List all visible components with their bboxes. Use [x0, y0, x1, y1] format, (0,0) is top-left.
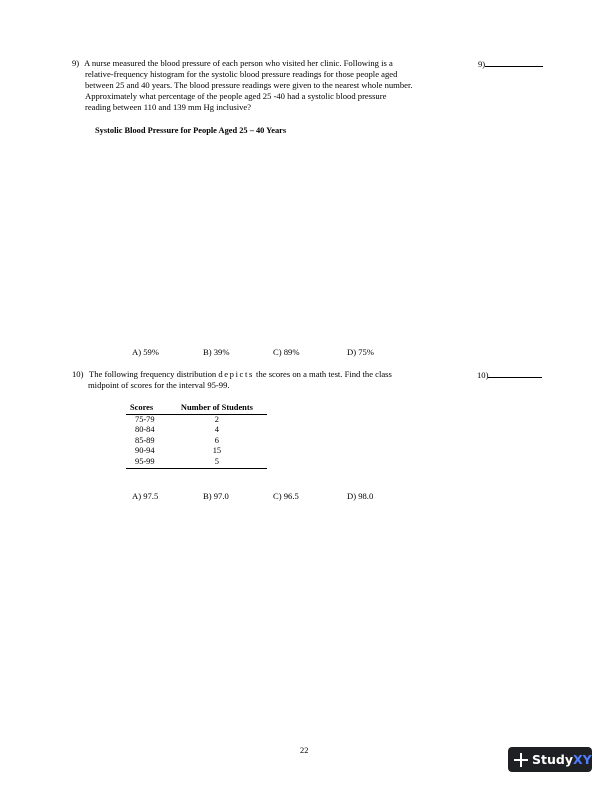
table-cell-count: 6	[214, 435, 219, 445]
page-number: 22	[300, 746, 309, 755]
question-9-choices	[0, 347, 612, 358]
table-row	[126, 446, 267, 457]
answer-line	[485, 58, 543, 67]
frequency-table	[126, 403, 267, 469]
table-cell-score: 75-79	[135, 414, 155, 424]
question-10-line: midpoint of scores for the interval 95-99.	[88, 380, 230, 390]
column-header-students: Number of Students	[167, 403, 267, 414]
table-row	[126, 436, 267, 447]
chart-title: Systolic Blood Pressure for People Aged 25 – 40 Years	[95, 126, 287, 135]
text-run-spaced: depicts	[218, 369, 254, 379]
question-9-line: A nurse measured the blood pressure of each person who visited her clinic. Following is a	[84, 58, 393, 68]
table-cell-score: 95-99	[126, 457, 167, 469]
table-header-row	[126, 403, 267, 414]
question-9-line: relative-frequency histogram for the systolic blood pressure readings for those people aged	[85, 69, 398, 79]
choice-a[interactable]: A) 97.5	[132, 491, 159, 501]
answer-label: 10)	[477, 370, 489, 380]
table-cell-count: 4	[214, 425, 219, 434]
answer-line	[488, 369, 542, 378]
column-header-scores: Scores	[126, 403, 167, 414]
table-cell-score: 80-84	[135, 425, 155, 434]
table-cell-count: 15	[212, 446, 222, 455]
table-cell-score: 90-94	[135, 446, 155, 455]
question-10-number: 10)	[72, 369, 84, 379]
badge-text-main: Study	[532, 752, 573, 767]
table-cell-score: 85-89	[135, 435, 155, 445]
question-10-line	[89, 369, 468, 380]
question-9-text	[85, 58, 485, 113]
badge-text-accent: XY	[572, 752, 592, 767]
text-run: The following frequency distribution	[89, 369, 219, 379]
choice-c[interactable]: C) 89%	[273, 347, 300, 357]
question-9-line: Approximately what percentage of the people aged 25 -40 had a systolic blood pressure	[85, 91, 387, 101]
question-10-choices	[0, 491, 612, 502]
question-10-text	[88, 369, 468, 391]
table-cell-count: 2	[214, 414, 219, 424]
question-9-answer-blank[interactable]	[478, 58, 543, 70]
question-9-line: reading between 110 and 139 mm Hg inclusive?	[85, 102, 252, 112]
text-run: the scores on a math test. Find the class	[253, 369, 392, 379]
table-row	[126, 457, 267, 469]
answer-label: 9)	[478, 59, 486, 69]
table-cell-count: 5	[167, 457, 267, 469]
choice-b[interactable]: B) 39%	[203, 347, 230, 357]
question-10-answer-blank[interactable]	[477, 369, 542, 381]
choice-c[interactable]: C) 96.5	[273, 491, 299, 501]
question-9-line: between 25 and 40 years. The blood pressure readings were given to the nearest whole number.	[85, 80, 413, 90]
choice-d[interactable]: D) 98.0	[347, 491, 374, 501]
question-9-number: 9)	[72, 58, 80, 68]
choice-b[interactable]: B) 97.0	[203, 491, 229, 501]
table-row	[126, 414, 267, 425]
studyxy-badge[interactable]	[508, 747, 592, 772]
plus-icon	[514, 753, 528, 767]
table-row	[126, 425, 267, 436]
choice-a[interactable]: A) 59%	[132, 347, 159, 357]
choice-d[interactable]: D) 75%	[347, 347, 374, 357]
